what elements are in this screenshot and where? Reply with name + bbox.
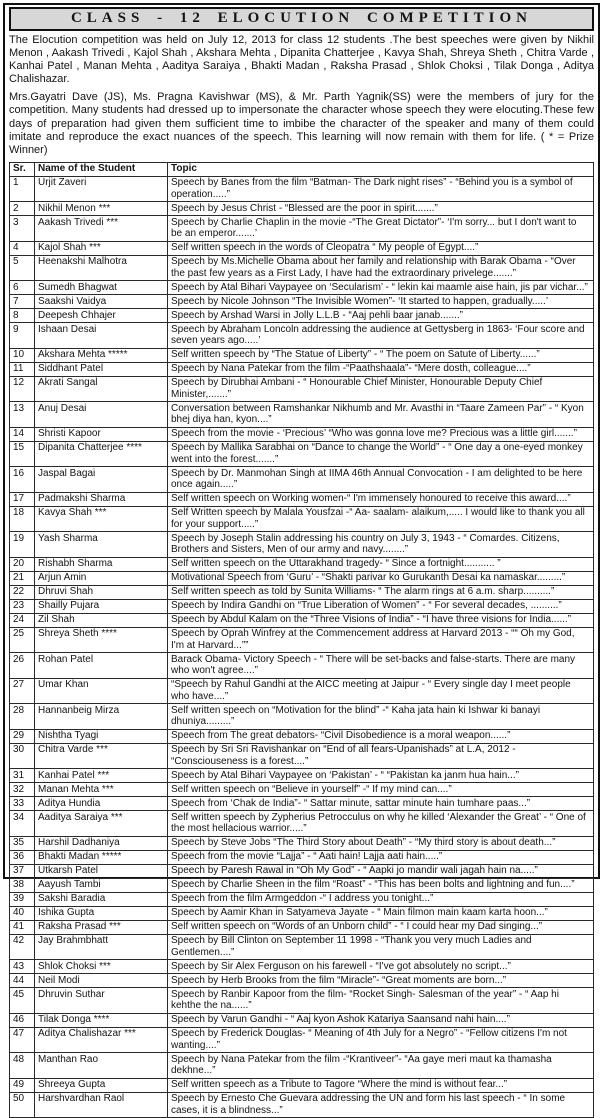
cell-name: Jay Brahmbhatt — [35, 934, 168, 960]
table-row — [10, 627, 594, 653]
cell-sr: 37 — [10, 864, 35, 878]
cell-name: Chitra Varde *** — [35, 743, 168, 769]
table-row — [10, 176, 594, 202]
table-row — [10, 811, 594, 837]
table-row — [10, 974, 594, 988]
cell-topic: Speech by Sir Alex Ferguson on his farewell - “I've got absolutely no script...” — [168, 960, 594, 974]
cell-topic: Speech by Indira Gandhi on “True Liberation of Women” - “ For several decades, ..........” — [168, 599, 594, 613]
cell-sr: 23 — [10, 599, 35, 613]
cell-sr: 1 — [10, 176, 35, 202]
intro-paragraph-2: Mrs.Gayatri Dave (JS), Ms. Pragna Kavishwar (MS), & Mr. Parth Yagnik(SS) were the members of jury for the competition. Many students had dressed up to impersonate the character whose speech they were elocuting.These few days of preparation had given them sufficient time to imbibe the character of the speaker and many of them could imitate and reproduce the exact nuances of the speech. This learning will now remain with them for life. ( * = Prize Winner) — [9, 91, 594, 156]
cell-topic: Speech by Banes from the film “Batman- The Dark night rises” - “Behind you is a symbol of operation.....” — [168, 176, 594, 202]
cell-name: Shreya Sheth **** — [35, 627, 168, 653]
cell-name: Tilak Donga **** — [35, 1013, 168, 1027]
table-row — [10, 241, 594, 255]
cell-sr: 32 — [10, 783, 35, 797]
table-row — [10, 599, 594, 613]
cell-name: Aakash Trivedi *** — [35, 216, 168, 242]
column-header-name: Name of the Student — [35, 162, 168, 176]
cell-sr: 10 — [10, 348, 35, 362]
cell-name: Dhruvin Suthar — [35, 988, 168, 1014]
cell-name: Utkarsh Patel — [35, 864, 168, 878]
cell-sr: 3 — [10, 216, 35, 242]
cell-sr: 46 — [10, 1013, 35, 1027]
cell-sr: 34 — [10, 811, 35, 837]
cell-sr: 44 — [10, 974, 35, 988]
table-row — [10, 571, 594, 585]
page-title: CLASS - 12 ELOCUTION COMPETITION — [9, 7, 594, 31]
cell-sr: 14 — [10, 427, 35, 441]
intro-paragraph-1: The Elocution competition was held on July 12, 2013 for class 12 students .The best speeches were given by Nikhil Menon , Aakash Trivedi , Kajol Shah , Akshara Mehta , Dipanita Chatterjee , Kavya Shah, Shreya Sheth , Chitra Varde , Kanhai Patel , Manan Mehta , Aaditya Saraiya , Bhakti Madan , Raksha Prasad , Shlok Choksi , Tilak Donga , Aditya Chalishazar. — [9, 34, 594, 86]
cell-name: Deepesh Chhajer — [35, 309, 168, 323]
cell-topic: Self written speech on “Words of an Unborn child” - “ I could hear my Dad singing...” — [168, 920, 594, 934]
cell-topic: Speech by Abraham Loncoln addressing the audience at Gettysberg in 1863- ‘Four score and seven years ago.....’ — [168, 323, 594, 349]
cell-sr: 47 — [10, 1027, 35, 1053]
cell-name: Yash Sharma — [35, 532, 168, 558]
cell-name: Raksha Prasad *** — [35, 920, 168, 934]
table-row — [10, 613, 594, 627]
table-row — [10, 376, 594, 402]
table-row — [10, 281, 594, 295]
cell-topic: Self written speech on the Uttarakhand tragedy- “ Since a fortnight........... ” — [168, 557, 594, 571]
table-row — [10, 960, 594, 974]
table-row — [10, 585, 594, 599]
cell-name: Arjun Amin — [35, 571, 168, 585]
cell-topic: Speech by Ranbir Kapoor from the film- “Rocket Singh- Salesman of the year” - “ Aap hi kehthe the na......” — [168, 988, 594, 1014]
cell-sr: 11 — [10, 362, 35, 376]
cell-sr: 45 — [10, 988, 35, 1014]
cell-name: Harshil Dadhaniya — [35, 836, 168, 850]
cell-name: Heenakshi Malhotra — [35, 255, 168, 281]
cell-topic: Speech by Dirubhai Ambani - “ Honourable Chief Minister, Honourable Deputy Chief Minister,.......” — [168, 376, 594, 402]
cell-topic: Conversation between Ramshankar Nikhumb and Mr. Avasthi in “Taare Zameen Par” - “ Kyon bhej diya han, kyon....” — [168, 402, 594, 428]
cell-topic: Self written speech in the words of Cleopatra “ My people of Egypt....” — [168, 241, 594, 255]
cell-name: Siddhant Patel — [35, 362, 168, 376]
cell-name: Kanhai Patel *** — [35, 769, 168, 783]
table-row — [10, 934, 594, 960]
cell-name: Kavya Shah *** — [35, 506, 168, 532]
cell-name: Manan Mehta *** — [35, 783, 168, 797]
cell-name: Akshara Mehta ***** — [35, 348, 168, 362]
cell-sr: 48 — [10, 1053, 35, 1079]
cell-sr: 38 — [10, 878, 35, 892]
cell-topic: Speech by Steve Jobs “The Third Story about Death” - “My third story is about death...” — [168, 836, 594, 850]
cell-topic: Self Written speech by Malala Yousfzai -“ Aa- saalam- alaikum,..... I would like to thank you all for your support.....” — [168, 506, 594, 532]
cell-topic: Self written speech on “Motivation for the blind” -“ Kaha jata hain ki Ishwar ki banayi dhuniya.........” — [168, 704, 594, 730]
cell-topic: Self written speech on Working women-“ I'm immensely honoured to receive this award....” — [168, 492, 594, 506]
table-row — [10, 506, 594, 532]
cell-name: Hannanbeig Mirza — [35, 704, 168, 730]
cell-topic: Speech by Abdul Kalam on the “Three Visions of India” - “I have three visions for India......” — [168, 613, 594, 627]
cell-name: Aaditya Saraiya *** — [35, 811, 168, 837]
table-row — [10, 427, 594, 441]
table-row — [10, 492, 594, 506]
cell-topic: Self written speech by “The Statue of Liberty” - “ The poem on Satute of Liberty......” — [168, 348, 594, 362]
cell-name: Anuj Desai — [35, 402, 168, 428]
cell-name: Sumedh Bhagwat — [35, 281, 168, 295]
cell-name: Kajol Shah *** — [35, 241, 168, 255]
cell-topic: Speech by Bill Clinton on September 11 1998 - “Thank you very much Ladies and Gentlemen....” — [168, 934, 594, 960]
cell-sr: 31 — [10, 769, 35, 783]
cell-sr: 6 — [10, 281, 35, 295]
cell-sr: 28 — [10, 704, 35, 730]
cell-name: Harshvardhan Raol — [35, 1092, 168, 1118]
cell-sr: 8 — [10, 309, 35, 323]
cell-sr: 18 — [10, 506, 35, 532]
cell-name: Sakshi Baradia — [35, 892, 168, 906]
cell-topic: Self written speech on “Believe in yourself” -“ If my mind can....” — [168, 783, 594, 797]
table-row — [10, 1013, 594, 1027]
cell-topic: Speech by Jesus Christ - “Blessed are the poor in spirit.......” — [168, 202, 594, 216]
cell-sr: 42 — [10, 934, 35, 960]
results-table — [9, 162, 594, 1118]
table-row — [10, 557, 594, 571]
cell-sr: 7 — [10, 295, 35, 309]
cell-sr: 50 — [10, 1092, 35, 1118]
cell-topic: Speech by Nana Patekar from the film -“Paathshaala”- “Mere dosth, colleague....” — [168, 362, 594, 376]
table-row — [10, 1027, 594, 1053]
cell-name: Dhruvi Shah — [35, 585, 168, 599]
cell-sr: 29 — [10, 729, 35, 743]
cell-topic: Speech by Atal Bihari Vaypayee on ‘Secularism’ - “ lekin kai maamle aise hain, jis par vichar...” — [168, 281, 594, 295]
table-row — [10, 769, 594, 783]
cell-topic: Speech by Varun Gandhi - “ Aaj kyon Ashok Katariya Saansand nahi hain....” — [168, 1013, 594, 1027]
cell-topic: Speech by Sri Sri Ravishankar on “End of all fears-Upanishads” at L.A, 2012 - “Consciouseness is a forest....” — [168, 743, 594, 769]
cell-name: Dipanita Chatterjee **** — [35, 441, 168, 467]
table-row — [10, 216, 594, 242]
cell-topic: Speech by Mallika Sarabhai on “Dance to change the World” - “ One day a one-eyed monkey went into the forest.......” — [168, 441, 594, 467]
cell-sr: 13 — [10, 402, 35, 428]
cell-sr: 12 — [10, 376, 35, 402]
table-row — [10, 892, 594, 906]
cell-topic: Speech from the film Armgeddon -“ I address you tonight...” — [168, 892, 594, 906]
cell-sr: 16 — [10, 467, 35, 493]
page-frame — [3, 3, 600, 1116]
cell-sr: 43 — [10, 960, 35, 974]
cell-sr: 21 — [10, 571, 35, 585]
cell-name: Saakshi Vaidya — [35, 295, 168, 309]
cell-topic: Speech by Aamir Khan in Satyameva Jayate - “ Main filmon main kaam karta hoon...” — [168, 906, 594, 920]
column-header-topic: Topic — [168, 162, 594, 176]
cell-sr: 41 — [10, 920, 35, 934]
table-row — [10, 729, 594, 743]
cell-topic: Speech by Nana Patekar from the film -“Krantiveer”- “Aa gaye meri maut ka thamasha dekhne...” — [168, 1053, 594, 1079]
cell-topic: Motivational Speech from ‘Guru’ - “Shakti parivar ko Gurukanth Desai ka namaskar.........” — [168, 571, 594, 585]
cell-topic: Speech by Atal Bihari Vaypayee on ‘Pakistan’ - “ “Pakistan ka janm hua hain...” — [168, 769, 594, 783]
column-header-sr: Sr. — [10, 162, 35, 176]
table-row — [10, 202, 594, 216]
cell-sr: 17 — [10, 492, 35, 506]
table-row — [10, 678, 594, 704]
cell-topic: Speech by Dr. Manmohan Singh at IIMA 46th Annual Convocation - I am delighted to be here once again.....” — [168, 467, 594, 493]
cell-topic: Speech by Nicole Johnson “The Invisible Women”- ‘It started to happen, gradually.....’ — [168, 295, 594, 309]
table-row — [10, 743, 594, 769]
cell-name: Ishika Gupta — [35, 906, 168, 920]
table-row — [10, 878, 594, 892]
cell-name: Urjit Zaveri — [35, 176, 168, 202]
table-row — [10, 467, 594, 493]
cell-topic: Barack Obama- Victory Speech - “ There will be set-backs and false-starts. There are many who won't agree....” — [168, 653, 594, 679]
table-row — [10, 797, 594, 811]
cell-name: Jaspal Bagai — [35, 467, 168, 493]
cell-sr: 36 — [10, 850, 35, 864]
table-header-row — [10, 162, 594, 176]
cell-topic: Speech from the movie “Lajja” - “ Aati hain! Lajja aati hain.....” — [168, 850, 594, 864]
table-row — [10, 323, 594, 349]
cell-name: Nishtha Tyagi — [35, 729, 168, 743]
cell-sr: 39 — [10, 892, 35, 906]
cell-name: Shristi Kapoor — [35, 427, 168, 441]
cell-name: Neil Modi — [35, 974, 168, 988]
cell-name: Shailly Pujara — [35, 599, 168, 613]
cell-topic: Speech from the movie - ‘Precious’ “Who was gonna love me? Precious was a little girl.......” — [168, 427, 594, 441]
cell-name: Rishabh Sharma — [35, 557, 168, 571]
cell-topic: “Speech by Rahul Gandhi at the AICC meeting at Jaipur - “ Every single day I meet people who have....” — [168, 678, 594, 704]
table-row — [10, 850, 594, 864]
cell-name: Shlok Choksi *** — [35, 960, 168, 974]
cell-sr: 35 — [10, 836, 35, 850]
cell-topic: Speech by Ms.Michelle Obama about her family and relationship with Barak Obama - “Over the past few years as a First Lady, I have had the extraordinary privelege.......” — [168, 255, 594, 281]
cell-name: Manthan Rao — [35, 1053, 168, 1079]
cell-sr: 24 — [10, 613, 35, 627]
table-row — [10, 402, 594, 428]
cell-sr: 40 — [10, 906, 35, 920]
cell-sr: 27 — [10, 678, 35, 704]
table-row — [10, 309, 594, 323]
cell-topic: Speech by Joseph Stalin addressing his country on July 3, 1943 - “ Comardes. Citizens, Brothers and Sisters, Men of our army and navy........” — [168, 532, 594, 558]
table-row — [10, 836, 594, 850]
cell-topic: Speech by Charlie Chaplin in the movie -“The Great Dictator”- ‘I'm sorry... but I don't want to be an emperor.......’ — [168, 216, 594, 242]
cell-sr: 9 — [10, 323, 35, 349]
cell-name: Zil Shah — [35, 613, 168, 627]
cell-name: Aditya Chalishazar *** — [35, 1027, 168, 1053]
cell-topic: Self written speech as a Tribute to Tagore “Where the mind is without fear...” — [168, 1078, 594, 1092]
cell-topic: Speech by Charlie Sheen in the film “Roast” - “This has been bolts and lightning and fun....” — [168, 878, 594, 892]
cell-name: Rohan Patel — [35, 653, 168, 679]
cell-sr: 4 — [10, 241, 35, 255]
cell-sr: 22 — [10, 585, 35, 599]
cell-sr: 20 — [10, 557, 35, 571]
cell-topic: Speech by Herb Brooks from the film “Miracle”- “Great moments are born...” — [168, 974, 594, 988]
cell-sr: 19 — [10, 532, 35, 558]
results-table-body — [10, 176, 594, 1118]
table-row — [10, 348, 594, 362]
table-row — [10, 532, 594, 558]
cell-topic: Speech from ‘Chak de India”- “ Sattar minute, sattar minute hain tumhare paas...” — [168, 797, 594, 811]
table-row — [10, 920, 594, 934]
cell-topic: Speech by Arshad Warsi in Jolly L.L.B - “Aaj pehli baar janab.......” — [168, 309, 594, 323]
table-row — [10, 653, 594, 679]
table-row — [10, 783, 594, 797]
cell-name: Bhakti Madan ***** — [35, 850, 168, 864]
cell-sr: 15 — [10, 441, 35, 467]
table-row — [10, 1078, 594, 1092]
cell-sr: 30 — [10, 743, 35, 769]
table-row — [10, 441, 594, 467]
cell-topic: Speech by Ernesto Che Guevara addressing the UN and form his last speech - “ In some cases, it is a blindness...” — [168, 1092, 594, 1118]
cell-topic: Self written speech as told by Sunita Williams- “ The alarm rings at 6 a.m. sharp..........” — [168, 585, 594, 599]
cell-topic: Speech from The great debators- “Civil Disobedience is a moral weapon......” — [168, 729, 594, 743]
table-row — [10, 704, 594, 730]
cell-sr: 5 — [10, 255, 35, 281]
cell-name: Ishaan Desai — [35, 323, 168, 349]
table-row — [10, 906, 594, 920]
table-row — [10, 362, 594, 376]
cell-topic: Speech by Oprah Winfrey at the Commencement address at Harvard 2013 - ““ Oh my God, I'm at Harvard...”” — [168, 627, 594, 653]
cell-name: Umar Khan — [35, 678, 168, 704]
cell-name: Shreeya Gupta — [35, 1078, 168, 1092]
cell-name: Nikhil Menon *** — [35, 202, 168, 216]
table-row — [10, 864, 594, 878]
cell-topic: Speech by Paresh Rawal in “Oh My God” - “ Aapki jo mandir wali jagah hain na.....” — [168, 864, 594, 878]
cell-topic: Self written speech by Zypherius Petrocculus on why he killed ‘Alexander the Great’ - “ One of the most hellacious warrior.....” — [168, 811, 594, 837]
cell-sr: 49 — [10, 1078, 35, 1092]
cell-sr: 26 — [10, 653, 35, 679]
table-row — [10, 988, 594, 1014]
table-row — [10, 1053, 594, 1079]
table-row — [10, 1092, 594, 1118]
cell-name: Aayush Tambi — [35, 878, 168, 892]
cell-name: Padmakshi Sharma — [35, 492, 168, 506]
cell-name: Akrati Sangal — [35, 376, 168, 402]
table-row — [10, 255, 594, 281]
cell-topic: Speech by Frederick Douglas- “ Meaning of 4th July for a Negro” - “Fellow citizens I'm not wanting....” — [168, 1027, 594, 1053]
table-row — [10, 295, 594, 309]
cell-sr: 2 — [10, 202, 35, 216]
cell-name: Aditya Hundia — [35, 797, 168, 811]
cell-sr: 25 — [10, 627, 35, 653]
cell-sr: 33 — [10, 797, 35, 811]
